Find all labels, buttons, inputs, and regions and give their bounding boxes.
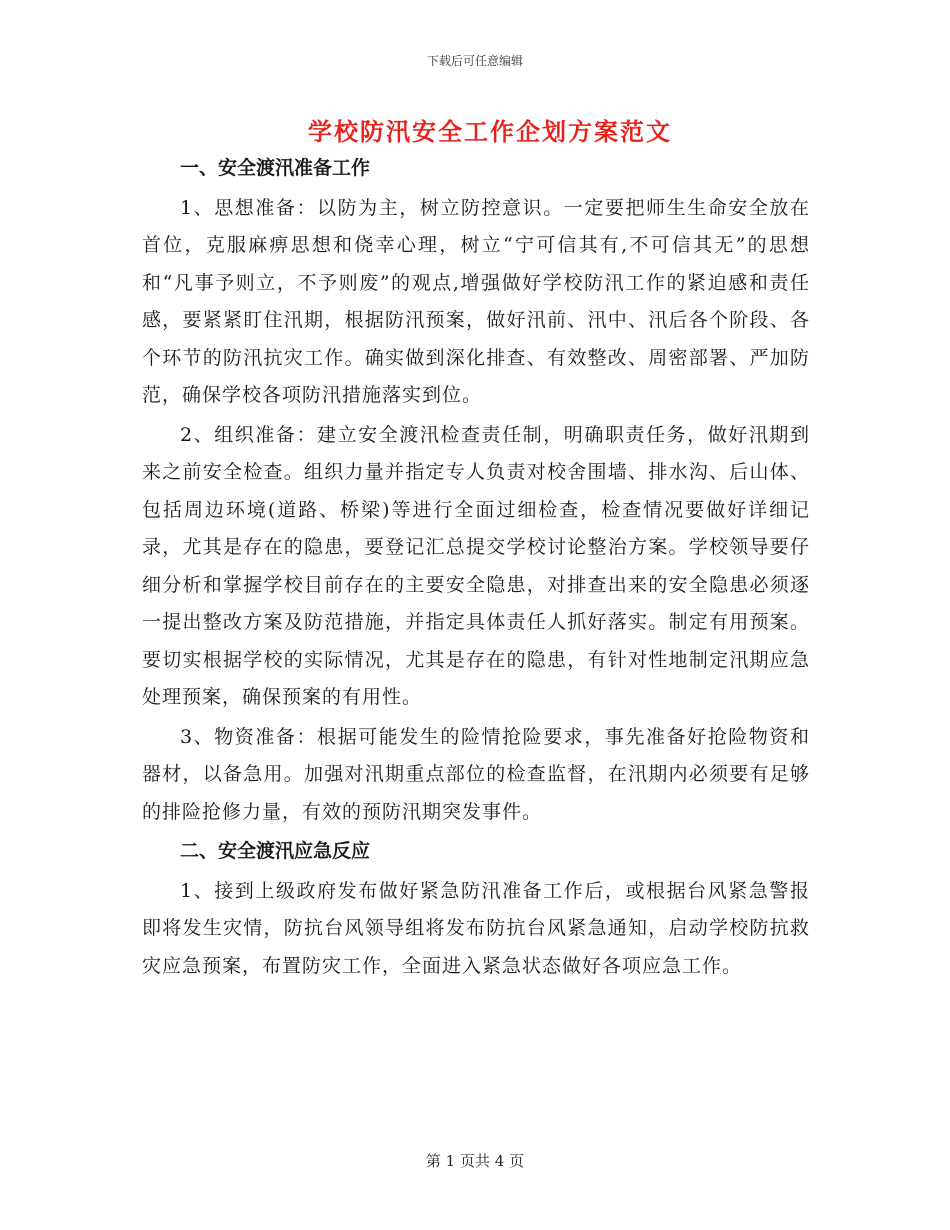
section-heading-2: 二、安全渡汛应急反应 — [180, 840, 371, 862]
paragraph-1-2: 2、组织准备：建立安全渡汛检查责任制，明确职责任务，做好汛期到来之前安全检查。组织力量并指定专人负责对校舍围墙、排水沟、后山体、包括周边环境(道路、桥梁)等进行全面过细检查，检查情况要做好详细记录，尤其是存在的隐患，要登记汇总提交学校讨论整治方案。学校领导要仔细分析和掌握学校目前存在的主要安全隐患，对排查出来的安全隐患必须逐一提出整改方案及防范措施，并指定具体责任人抓好落实。制定有用预案。要切实根据学校的实际情况，尤其是存在的隐患，有针对性地制定汛期应急处理预案，确保预案的有用性。 — [142, 423, 810, 708]
section-heading-1: 一、安全渡汛准备工作 — [180, 157, 371, 179]
page-footer: 第 1 页共 4 页 — [425, 1152, 525, 1170]
paragraph-1-1: 1、思想准备：以防为主，树立防控意识。一定要把师生生命安全放在首位，克服麻痹思想和侥幸心理，树立“宁可信其有,不可信其无”的思想和“凡事予则立，不予则废”的观点,增强做好学校防汛工作的紧迫感和责任感，要紧紧盯住汛期，根据防汛预案，做好汛前、汛中、汛后各个阶段、各个环节的防汛抗灾工作。确实做到深化排查、有效整改、周密部署、严加防范，确保学校各项防汛措施落实到位。 — [142, 196, 810, 406]
page-header-note: 下载后可任意编辑 — [426, 54, 523, 68]
document-title: 学校防汛安全工作企划方案范文 — [308, 117, 672, 146]
paragraph-1-3: 3、物资准备：根据可能发生的险情抢险要求，事先准备好抢险物资和器材，以备急用。加强对汛期重点部位的检查监督，在汛期内必须要有足够的排险抢修力量，有效的预防汛期突发事件。 — [142, 725, 810, 823]
document-body — [142, 150, 810, 987]
paragraph-2-1: 1、接到上级政府发布做好紧急防汛准备工作后，或根据台风紧急警报即将发生灾情，防抗台风领导组将发布防抗台风紧急通知，启动学校防抗救灾应急预案，布置防灾工作，全面进入紧急状态做好各项应急工作。 — [142, 879, 810, 977]
